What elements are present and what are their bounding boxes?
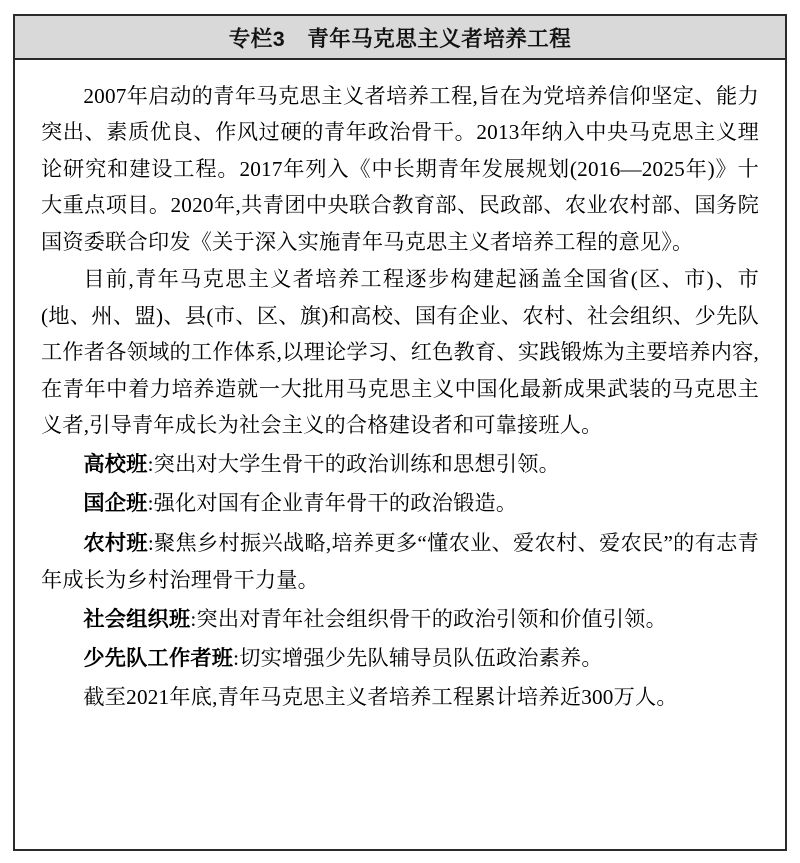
item-social-org-class (41, 601, 759, 638)
item-college-class (41, 446, 759, 483)
item-rural-class-text: :聚焦乡村振兴战略,培养更多“懂农业、爱农村、爱农民”的有志青年成长为乡村治理骨干力量。 (41, 530, 759, 593)
item-young-pioneer-class-lead: 少先队工作者班 (83, 647, 234, 671)
box-body (15, 60, 785, 849)
item-social-org-class-lead: 社会组织班 (83, 607, 191, 631)
item-soe-class (41, 485, 759, 522)
item-rural-class-lead: 农村班 (83, 531, 148, 555)
item-soe-class-text: :强化对国有企业青年骨干的政治锻造。 (147, 491, 518, 516)
box-header (15, 16, 785, 60)
item-rural-class (41, 525, 759, 599)
sidebar-box-column3 (13, 14, 787, 851)
box-header-title: 专栏3 青年马克思主义者培养工程 (228, 26, 572, 51)
item-college-class-lead: 高校班 (83, 452, 148, 476)
paragraph-closing: 截至2021年底,青年马克思主义者培养工程累计培养近300万人。 (83, 684, 678, 709)
item-social-org-class-text: :突出对青年社会组织骨干的政治引领和价值引领。 (190, 606, 667, 631)
item-young-pioneer-class (41, 640, 759, 677)
item-soe-class-lead: 国企班 (83, 492, 148, 516)
item-college-class-text: :突出对大学生骨干的政治训练和思想引领。 (147, 451, 561, 476)
paragraph-current-status: 目前,青年马克思主义者培养工程逐步构建起涵盖全国省(区、市)、市(地、州、盟)、县(市、区、旗)和高校、国有企业、农村、社会组织、少先队工作者各领域的工作体系,以理论学习、红色教育、实践锻炼为主要培养内容,在青年中着力培养造就一大批用马克思主义中国化最新成果武装的马克思主义者,引导青年成长为社会主义的合格建设者和可靠接班人。 (41, 267, 759, 438)
paragraph-origin: 2007年启动的青年马克思主义者培养工程,旨在为党培养信仰坚定、能力突出、素质优良、作风过硬的青年政治骨干。2013年纳入中央马克思主义理论研究和建设工程。2017年列入《中长期青年发展规划(2016—2025年)》十大重点项目。2020年,共青团中央联合教育部、民政部、农业农村部、国务院国资委联合印发《关于深入实施青年马克思主义者培养工程的意见》。 (41, 84, 759, 254)
item-young-pioneer-class-text: :切实增强少先队辅导员队伍政治素养。 (233, 646, 603, 671)
